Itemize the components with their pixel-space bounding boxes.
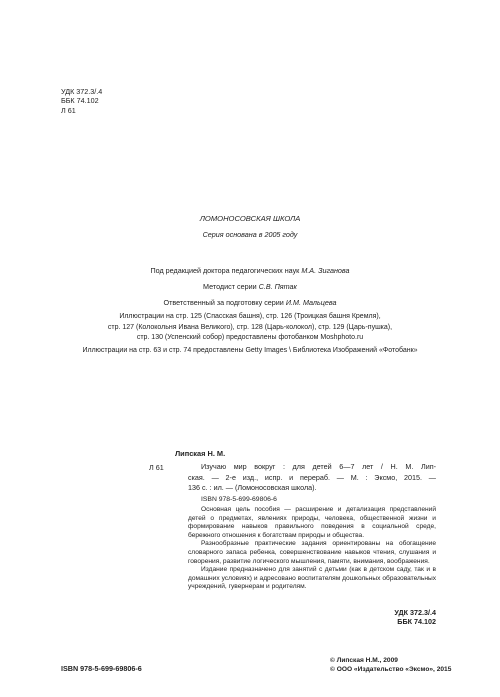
catalog-udk: УДК 372.3/.4 — [394, 608, 436, 617]
illustration-credit-getty: Иллюстрации на стр. 63 и стр. 74 предоставлены Getty Images \ Библиотека Изображений «Фотобанк» — [82, 347, 418, 354]
illustration-line: стр. 130 (Успенский собор) предоставлены фотобанком Moshphoto.ru — [136, 334, 364, 341]
annotation-paragraph: Разнообразные практические задания ориентированы на обогащение словарного запаса ребенка, совершенствование навыков чтения, слушания и говорения, развитие логического мышления, памяти, внимания, воображения. — [188, 540, 436, 565]
methodist-prefix: Методист серии — [203, 282, 257, 291]
methodist-name: С.В. Пятак — [258, 282, 297, 291]
editor-prefix: Под редакцией доктора педагогических наук — [150, 266, 300, 275]
description-line: Изучаю мир вокруг : для детей 6—7 лет / Н. М. Лип- — [201, 462, 436, 471]
methodist-credit — [0, 282, 500, 291]
footer-isbn: ISBN 978-5-699-69806-6 — [61, 664, 142, 673]
annotation — [188, 506, 436, 592]
illustration-line: Иллюстрации на стр. 125 (Спасская башня), стр. 126 (Троицкая башня Кремля), — [119, 313, 381, 320]
illustration-credits — [0, 312, 500, 344]
catalog-description — [188, 462, 436, 494]
responsible-name: И.М. Мальцева — [285, 298, 337, 307]
catalog-mark: Л 61 — [149, 463, 164, 472]
author-mark: Л 61 — [61, 105, 76, 115]
catalog-codes — [340, 608, 436, 626]
editor-name: М.А. Зиганова — [301, 266, 350, 275]
illustration-line: стр. 127 (Колокольня Ивана Великого), стр. 128 (Царь-колокол), стр. 129 (Царь-пушка), — [107, 323, 393, 331]
annotation-paragraph: Издание предназначено для занятий с детьми (как в детском саду, так и в домашних условиях) и адресовано воспитателям дошкольных образовательных учреждений, гувернерам и родителям. — [188, 566, 436, 591]
copyright-block — [330, 656, 451, 675]
copyright-line: © ООО «Издательство «Эксмо», 2015 — [330, 666, 452, 674]
description-line: 136 с. : ил. — (Ломоносовская школа). — [188, 483, 317, 493]
catalog-isbn: ISBN 978-5-699-69806-6 — [201, 496, 277, 503]
copyright-line: © Липская Н.М., 2009 — [330, 657, 398, 664]
catalog-bbk: ББК 74.102 — [397, 617, 436, 626]
description-line: ская. — 2-е изд., испр. и перераб. — М. : Эксмо, 2015. — — [188, 472, 436, 482]
catalog-author: Липская Н. М. — [175, 449, 226, 458]
responsible-prefix: Ответственный за подготовку серии — [163, 298, 284, 307]
responsible-credit — [0, 298, 500, 307]
series-name: ЛОМОНОСОВСКАЯ ШКОЛА — [199, 214, 301, 223]
classification-codes — [61, 87, 102, 115]
series-founded: Серия основана в 2005 году — [202, 230, 298, 239]
bbk-code: ББК 74.102 — [61, 96, 99, 106]
annotation-paragraph: Основная цель пособия — расширение и детализация представлений детей о предметах, явлениях природы, человека, общественной жизни и формирование навыков правильного поведения в социальной среде, бережного отношения к богатствам природы и общества. — [188, 506, 436, 539]
udk-code: УДК 372.3/.4 — [61, 87, 103, 96]
editor-credit — [0, 266, 500, 275]
